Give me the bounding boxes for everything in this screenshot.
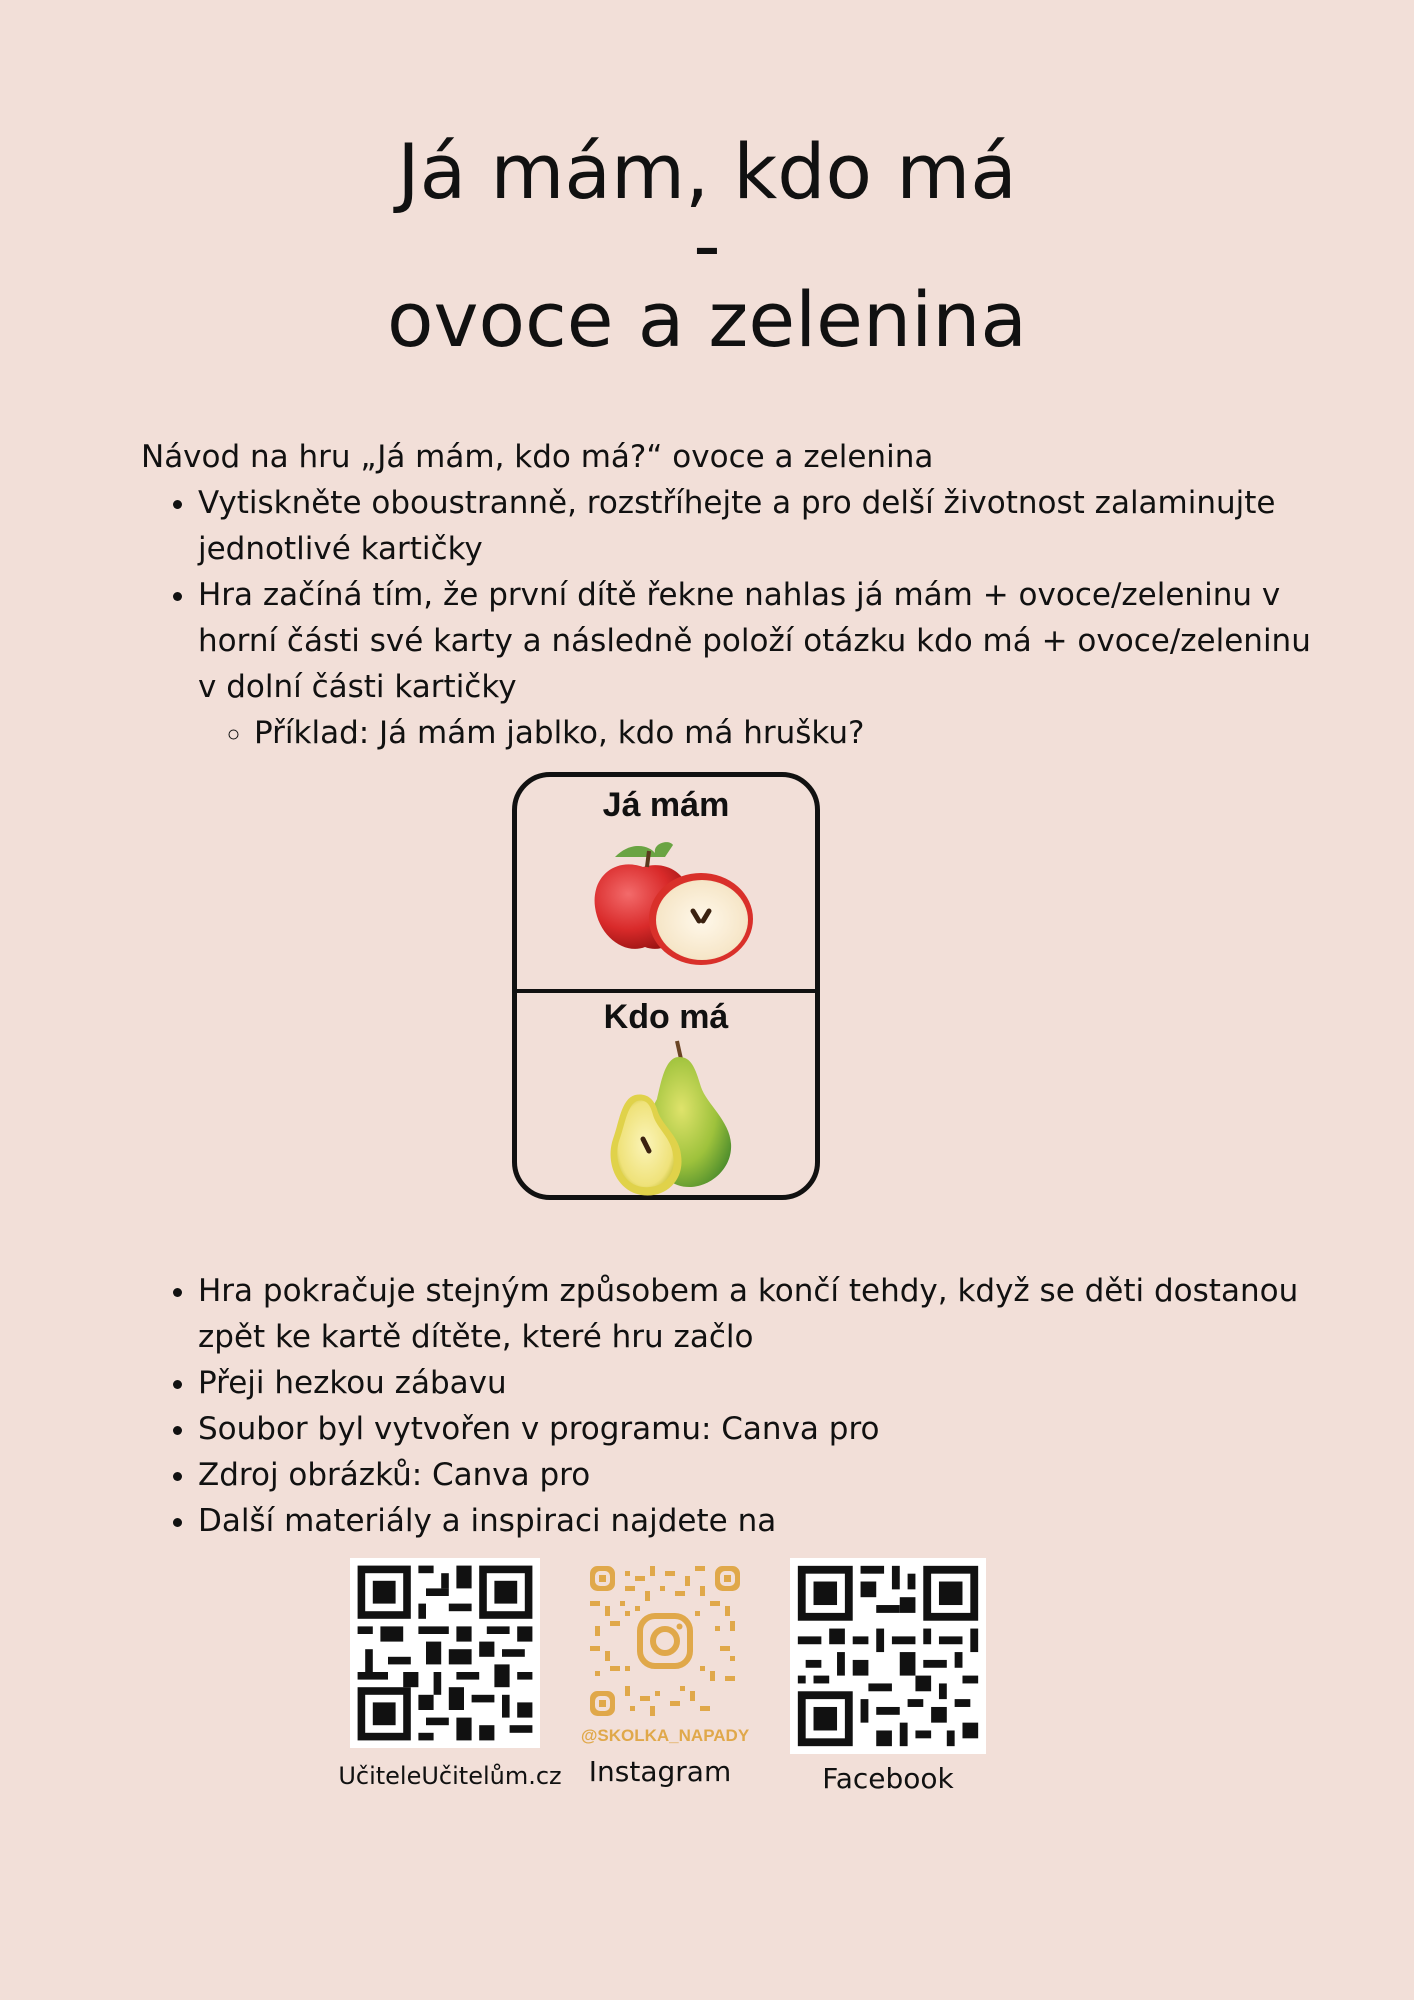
list-item-text: Hra začíná tím, že první dítě řekne nahlas já mám + ovoce/zeleninu v horní části své karty a následně položí otázku kdo má + ovoce/zeleninu v dolní části kartičky xyxy=(198,577,1311,705)
list-item: • Vytiskněte oboustranně, rozstříhejte a pro delší životnost zalaminujte jednotlivé kartičky xyxy=(198,480,1318,572)
list-item: • Soubor byl vytvořen v programu: Canva pro xyxy=(198,1406,1318,1452)
instructions-list-top xyxy=(141,480,1318,756)
list-item: • Další materiály a inspiraci najdete na xyxy=(198,1498,1318,1544)
list-item: • Zdroj obrázků: Canva pro xyxy=(198,1452,1318,1498)
list-item: • Hra pokračuje stejným způsobem a končí tehdy, když se děti dostanou zpět ke kartě dítěte, které hru začlo xyxy=(198,1268,1318,1360)
qr-code-ucitele[interactable] xyxy=(350,1558,540,1748)
title-line-1: Já mám, kdo má xyxy=(397,127,1017,216)
card-divider xyxy=(517,989,815,993)
qr-caption-instagram: Instagram xyxy=(588,1755,732,1788)
qr-code-instagram[interactable] xyxy=(590,1566,740,1716)
instructions-heading: Návod na hru „Já mám, kdo má?“ ovoce a zelenina xyxy=(141,439,934,475)
card-top-label: Já mám xyxy=(602,786,730,824)
instagram-handle: @SKOLKA_NAPADY xyxy=(580,1726,750,1745)
apple-icon xyxy=(585,837,757,967)
list-item xyxy=(198,572,1318,756)
pear-icon xyxy=(595,1039,745,1199)
title-line-2: - xyxy=(693,201,721,290)
qr-caption-ucitele: UčiteleUčitelům.cz xyxy=(338,1762,562,1790)
sub-list-item: ◦ Příklad: Já mám jablko, kdo má hrušku? xyxy=(254,710,1318,756)
page-title xyxy=(0,127,1414,364)
title-line-3: ovoce a zelenina xyxy=(387,275,1027,364)
qr-code-facebook[interactable] xyxy=(790,1558,986,1754)
instructions-list-bottom xyxy=(141,1268,1318,1544)
card-bottom-label: Kdo má xyxy=(603,998,729,1036)
sub-list xyxy=(198,710,1318,756)
qr-caption-facebook: Facebook xyxy=(822,1762,954,1795)
example-card xyxy=(512,772,820,1200)
list-item: • Přeji hezkou zábavu xyxy=(198,1360,1318,1406)
